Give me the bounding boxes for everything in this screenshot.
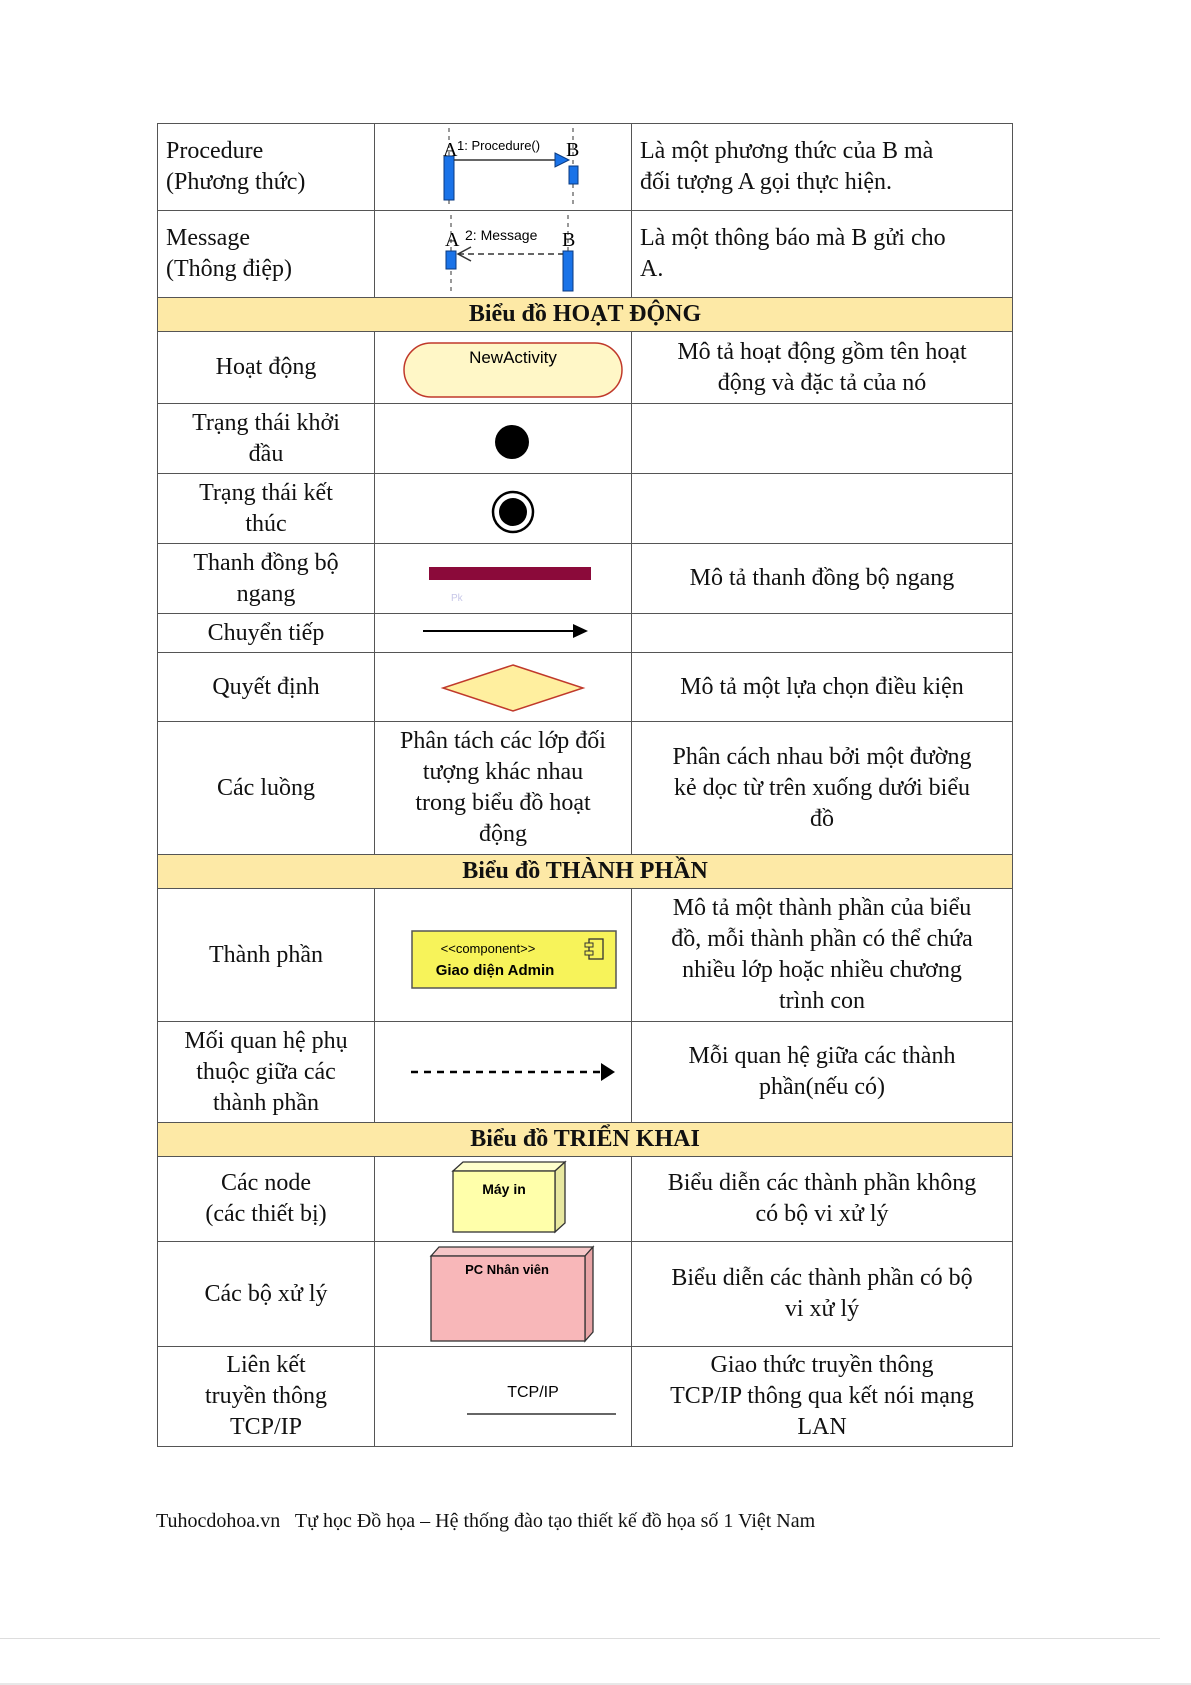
dependency-figure	[375, 1022, 632, 1123]
section-component	[158, 855, 1013, 889]
activity-shape-icon	[383, 335, 623, 401]
link-label: TCP/IP	[507, 1383, 559, 1401]
row-sync	[158, 544, 1013, 614]
transition-arrow-icon	[383, 616, 623, 650]
uml-notation-table	[157, 123, 1013, 1447]
swimlane-description: Phân cách nhau bởi một đường kẻ dọc từ trên xuống dưới biểu đồ	[632, 722, 1013, 855]
deployment-section-title: Biểu đồ TRIỂN KHAI	[158, 1123, 1013, 1157]
row-processor	[158, 1242, 1013, 1347]
swimlane-name: Các luồng	[158, 722, 375, 855]
final-state-icon	[383, 479, 623, 539]
dependency-arrow-icon	[383, 1042, 623, 1102]
component-box-icon	[383, 895, 623, 1015]
node-description: Biểu diễn các thành phần không có bộ vi xử lý	[632, 1157, 1013, 1242]
dependency-description: Mỗi quan hệ giữa các thành phần(nếu có)	[632, 1022, 1013, 1123]
end-name: Trạng thái kết thúc	[158, 474, 375, 544]
transition-name: Chuyển tiếp	[158, 614, 375, 653]
procedure-description: Là một phương thức của B mà đối tượng A gọi thực hiện.	[632, 124, 1013, 211]
message-object-a: A	[445, 229, 460, 251]
activity-name: Hoạt động	[158, 332, 375, 404]
decision-description: Mô tả một lựa chọn điều kiện	[632, 653, 1013, 722]
component-section-title: Biểu đồ THÀNH PHẦN	[158, 855, 1013, 889]
end-figure	[375, 474, 632, 544]
transition-figure	[375, 614, 632, 653]
initial-state-icon	[383, 409, 623, 469]
row-decision	[158, 653, 1013, 722]
activity-shape-label: NewActivity	[469, 347, 557, 367]
sync-figure	[375, 544, 632, 614]
link-name: Liên kết truyền thông TCP/IP	[158, 1347, 375, 1447]
sync-name: Thanh đồng bộ ngang	[158, 544, 375, 614]
dependency-name: Mối quan hệ phụ thuộc giữa các thành phần	[158, 1022, 375, 1123]
processor-box-icon	[383, 1244, 623, 1344]
message-sequence-icon	[383, 213, 623, 295]
row-node	[158, 1157, 1013, 1242]
decision-figure	[375, 653, 632, 722]
activity-section-title: Biểu đồ HOẠT ĐỘNG	[158, 298, 1013, 332]
activity-figure	[375, 332, 632, 404]
row-start	[158, 404, 1013, 474]
end-description	[632, 474, 1013, 544]
message-figure	[375, 211, 632, 298]
start-name: Trạng thái khởi đầu	[158, 404, 375, 474]
row-component	[158, 889, 1013, 1022]
link-figure	[375, 1347, 632, 1447]
node-box-icon	[383, 1159, 623, 1239]
component-stereotype: <<component>>	[440, 941, 536, 956]
section-deployment	[158, 1123, 1013, 1157]
row-link	[158, 1347, 1013, 1447]
message-description: Là một thông báo mà B gửi cho A.	[632, 211, 1013, 298]
processor-description: Biểu diễn các thành phần có bộ vi xử lý	[632, 1242, 1013, 1347]
transition-description	[632, 614, 1013, 653]
communication-link-icon	[383, 1357, 623, 1437]
section-activity	[158, 298, 1013, 332]
node-name: Các node (các thiết bị)	[158, 1157, 375, 1242]
row-end	[158, 474, 1013, 544]
procedure-object-a: A	[443, 139, 458, 161]
row-dependency	[158, 1022, 1013, 1123]
sync-description: Mô tả thanh đồng bộ ngang	[632, 544, 1013, 614]
decision-diamond-icon	[383, 655, 623, 719]
message-object-b: B	[562, 229, 576, 251]
row-transition	[158, 614, 1013, 653]
message-label: 2: Message	[465, 227, 538, 243]
sync-bar-icon	[383, 549, 623, 609]
component-name: Thành phần	[158, 889, 375, 1022]
start-description	[632, 404, 1013, 474]
processor-name: Các bộ xử lý	[158, 1242, 375, 1347]
footer-divider	[0, 1638, 1160, 1639]
procedure-name: Procedure (Phương thức)	[158, 124, 375, 211]
swimlane-figure-text: Phân tách các lớp đối tượng khác nhau trong biểu đồ hoạt động	[375, 722, 632, 855]
procedure-call-label: 1: Procedure()	[457, 138, 541, 153]
processor-label: PC Nhân viên	[465, 1262, 549, 1277]
procedure-figure	[375, 124, 632, 211]
node-figure	[375, 1157, 632, 1242]
activity-description: Mô tả hoạt động gồm tên hoạt động và đặc tả của nó	[632, 332, 1013, 404]
svg-text:Pk: Pk	[451, 592, 463, 604]
processor-figure	[375, 1242, 632, 1347]
row-swimlane	[158, 722, 1013, 855]
procedure-sequence-icon	[383, 126, 623, 208]
decision-name: Quyết định	[158, 653, 375, 722]
component-description: Mô tả một thành phần của biểu đồ, mỗi thành phần có thể chứa nhiều lớp hoặc nhiều chương trình con	[632, 889, 1013, 1022]
component-figure	[375, 889, 632, 1022]
row-activity	[158, 332, 1013, 404]
node-label: Máy in	[482, 1181, 526, 1197]
row-message	[158, 211, 1013, 298]
message-name: Message (Thông điệp)	[158, 211, 375, 298]
link-description: Giao thức truyền thông TCP/IP thông qua kết nói mạng LAN	[632, 1347, 1013, 1447]
component-label: Giao diện Admin	[435, 962, 555, 979]
row-procedure	[158, 124, 1013, 211]
procedure-object-b: B	[566, 139, 580, 161]
start-figure	[375, 404, 632, 474]
page-footer: Tuhocdohoa.vn Tự học Đồ họa – Hệ thống đào tạo thiết kế đồ họa số 1 Việt Nam	[156, 1510, 816, 1532]
